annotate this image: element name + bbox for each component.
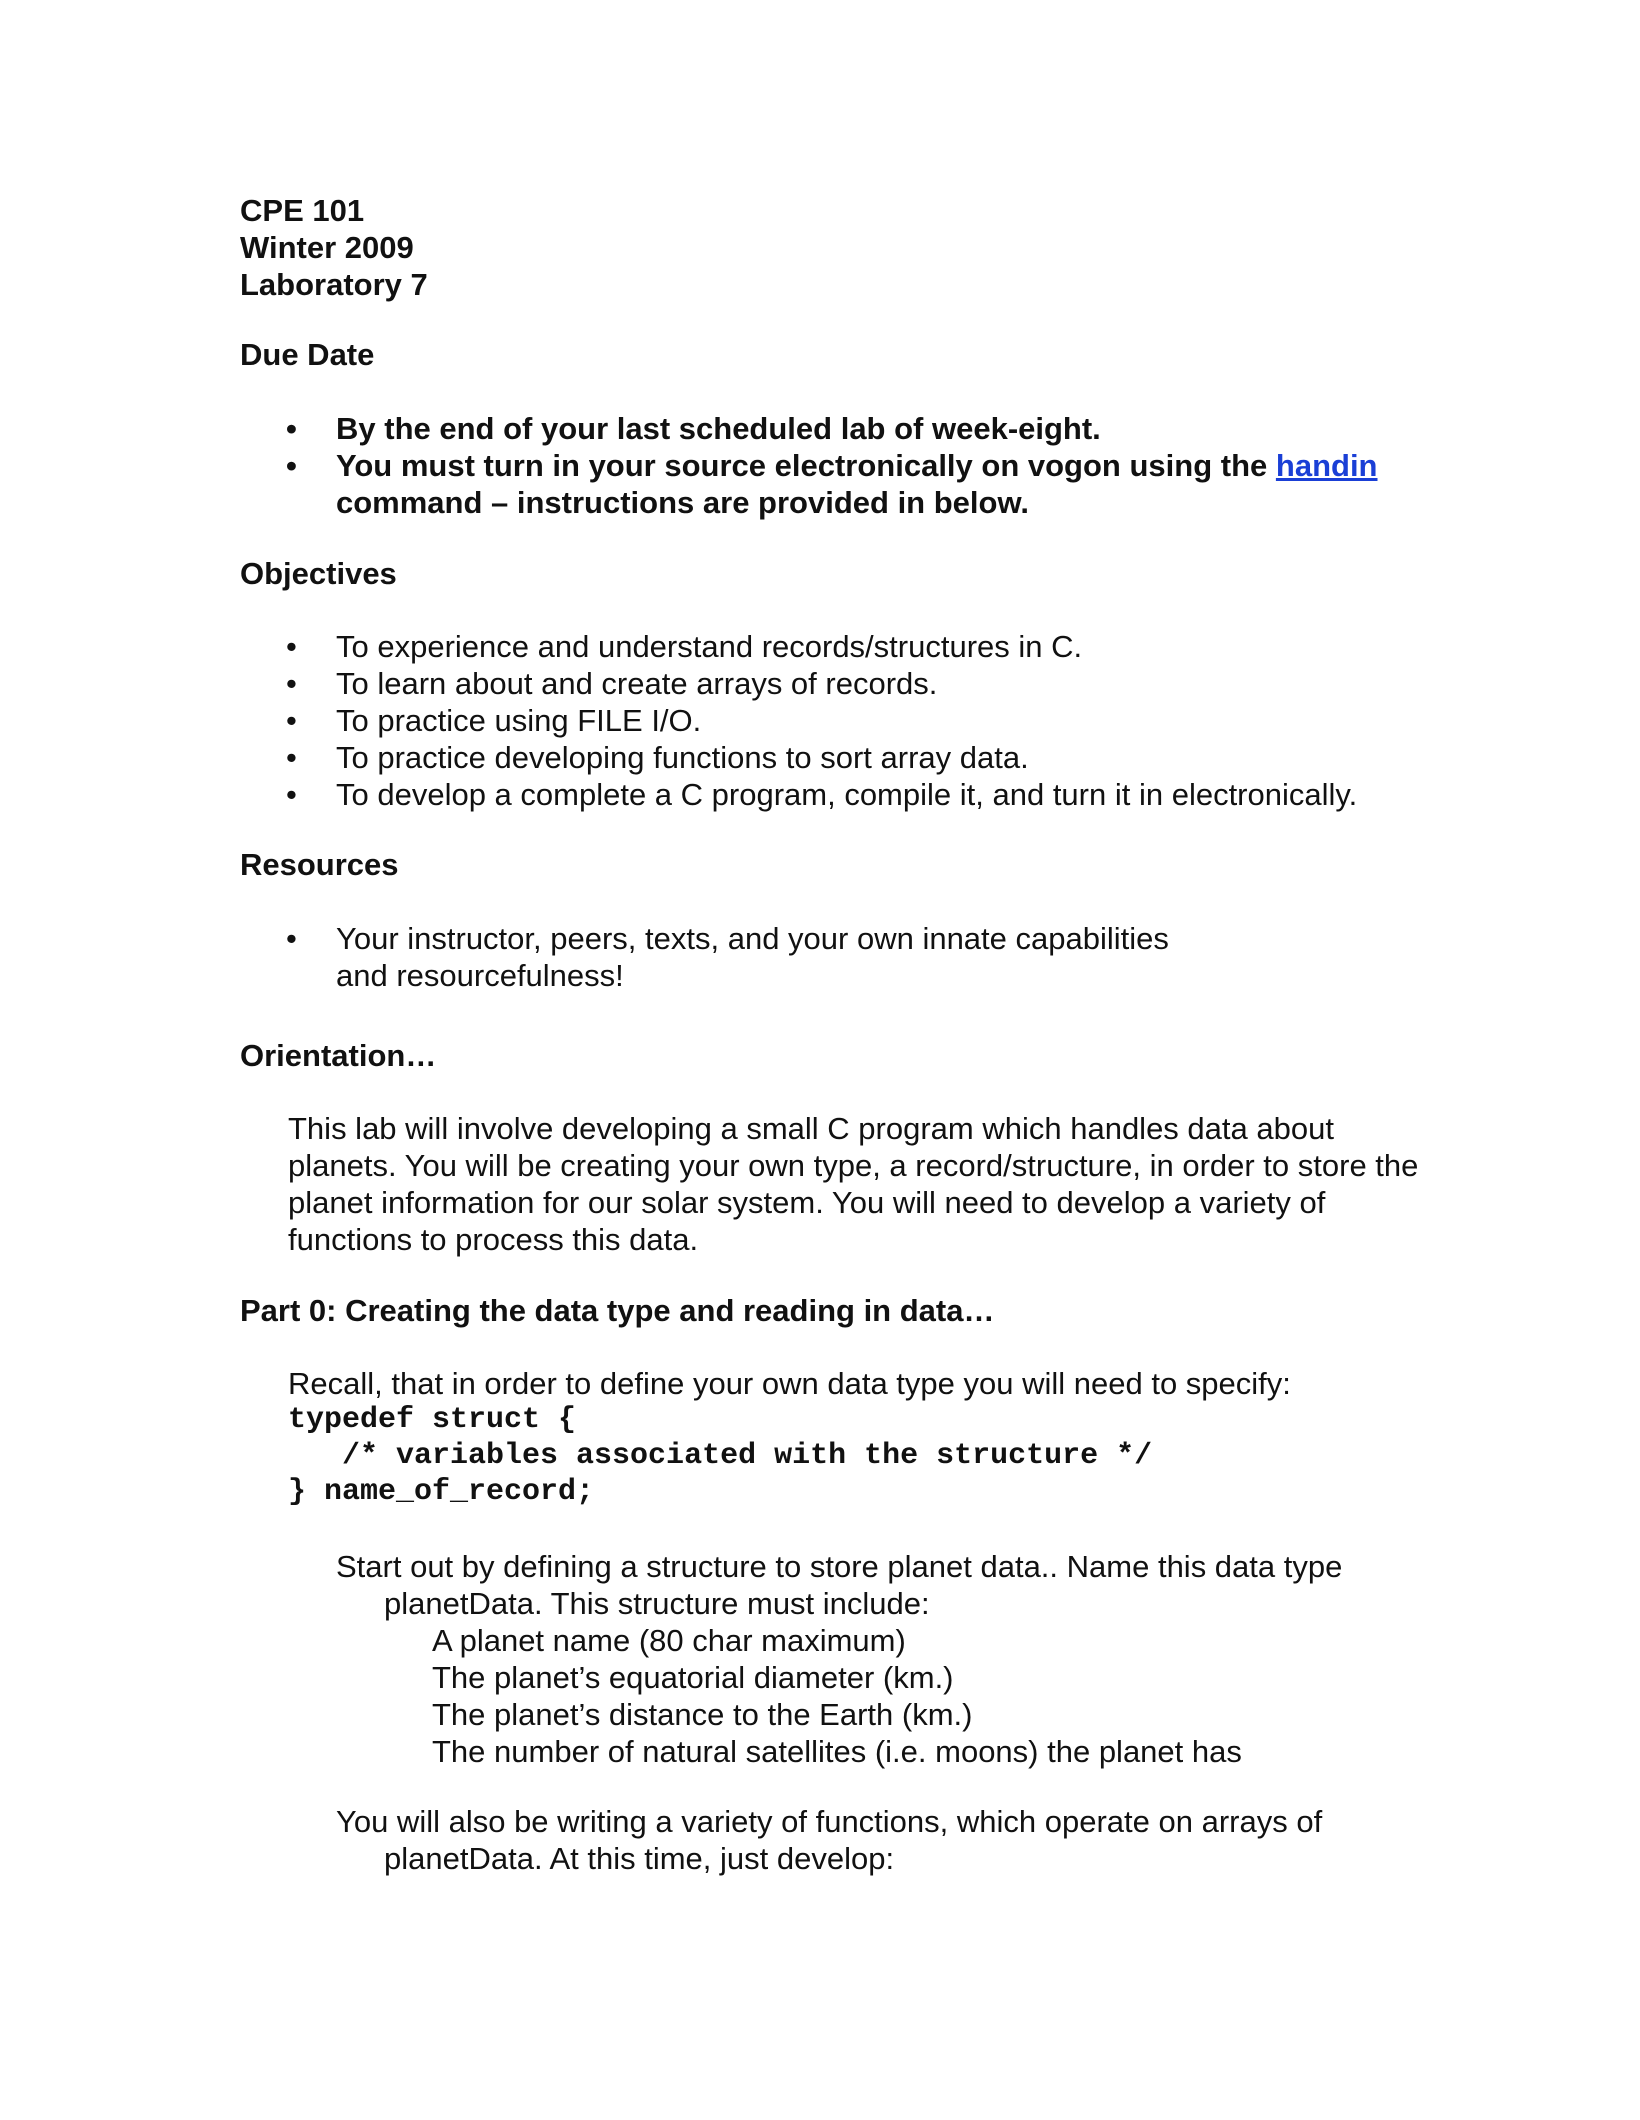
- code-line: } name_of_record;: [288, 1475, 595, 1509]
- list-item: [240, 447, 1420, 521]
- bullet-icon: •: [286, 666, 297, 701]
- list-item: [240, 776, 1420, 813]
- lab-title: Laboratory 7: [240, 267, 428, 302]
- bullet-icon: •: [286, 777, 297, 812]
- objectives-heading: Objectives: [240, 556, 397, 591]
- list-item: [240, 410, 1420, 447]
- orientation-heading: Orientation…: [240, 1038, 437, 1073]
- due-date-list: [240, 410, 1420, 521]
- due-date-item-2-cont: command – instructions are provided in below.: [336, 485, 1030, 520]
- list-item: [240, 665, 1420, 702]
- part0-intro: Recall, that in order to define your own data type you will need to specify:: [288, 1366, 1291, 1401]
- resources-list: [240, 920, 1200, 994]
- resources-heading: Resources: [240, 847, 399, 882]
- term-title: Winter 2009: [240, 230, 414, 265]
- list-item: [240, 628, 1420, 665]
- struct-definition-text: [336, 1548, 1396, 1770]
- objective-item-2: To learn about and create arrays of records.: [336, 666, 938, 701]
- resource-item-1: Your instructor, peers, texts, and your own innate capabilities and resourcefulness!: [336, 921, 1169, 993]
- part0-heading: Part 0: Creating the data type and reading in data…: [240, 1293, 995, 1328]
- field-item: A planet name (80 char maximum): [432, 1623, 906, 1658]
- objective-item-3: To practice using FILE I/O.: [336, 703, 702, 738]
- field-item: The planet’s distance to the Earth (km.): [432, 1697, 973, 1732]
- objective-item-1: To experience and understand records/structures in C.: [336, 629, 1083, 664]
- code-line: /* variables associated with the structure */: [288, 1439, 1153, 1473]
- orientation-paragraph: This lab will involve developing a small C program which handles data about planets. You will be creating your own type, a record/structure, in order to store the planet information for our solar system. You will need to develop a variety of functions to process this data.: [288, 1111, 1419, 1257]
- code-block: [288, 1402, 1152, 1510]
- course-title: CPE 101: [240, 193, 365, 228]
- due-date-item-1: By the end of your last scheduled lab of week-eight.: [336, 411, 1101, 446]
- bullet-icon: •: [286, 448, 297, 483]
- bullet-icon: •: [286, 921, 297, 956]
- bullet-icon: •: [286, 411, 297, 446]
- handin-link[interactable]: handin: [1275, 448, 1378, 483]
- list-item: [240, 920, 1200, 994]
- functions-line-1: You will also be writing a variety of functions, which operate on arrays of: [336, 1804, 1323, 1839]
- struct-definition-line-1: Start out by defining a structure to store planet data.. Name this data type: [336, 1549, 1343, 1584]
- objective-item-5: To develop a complete a C program, compile it, and turn it in electronically.: [336, 777, 1358, 812]
- objective-item-4: To practice developing functions to sort array data.: [336, 740, 1029, 775]
- bullet-icon: •: [286, 629, 297, 664]
- bullet-icon: •: [286, 740, 297, 775]
- document-header: [240, 192, 428, 303]
- due-date-heading: Due Date: [240, 337, 375, 372]
- code-line: typedef struct {: [288, 1403, 577, 1437]
- list-item: [240, 739, 1420, 776]
- bullet-icon: •: [286, 703, 297, 738]
- functions-text: [336, 1803, 1396, 1877]
- functions-line-2: planetData. At this time, just develop:: [384, 1841, 895, 1876]
- objectives-list: [240, 628, 1420, 813]
- list-item: [240, 702, 1420, 739]
- struct-definition-line-2: planetData. This structure must include:: [384, 1586, 930, 1621]
- field-item: The number of natural satellites (i.e. moons) the planet has: [432, 1734, 1242, 1769]
- due-date-item-2: You must turn in your source electronically on vogon using the: [336, 448, 1268, 483]
- field-item: The planet’s equatorial diameter (km.): [432, 1660, 954, 1695]
